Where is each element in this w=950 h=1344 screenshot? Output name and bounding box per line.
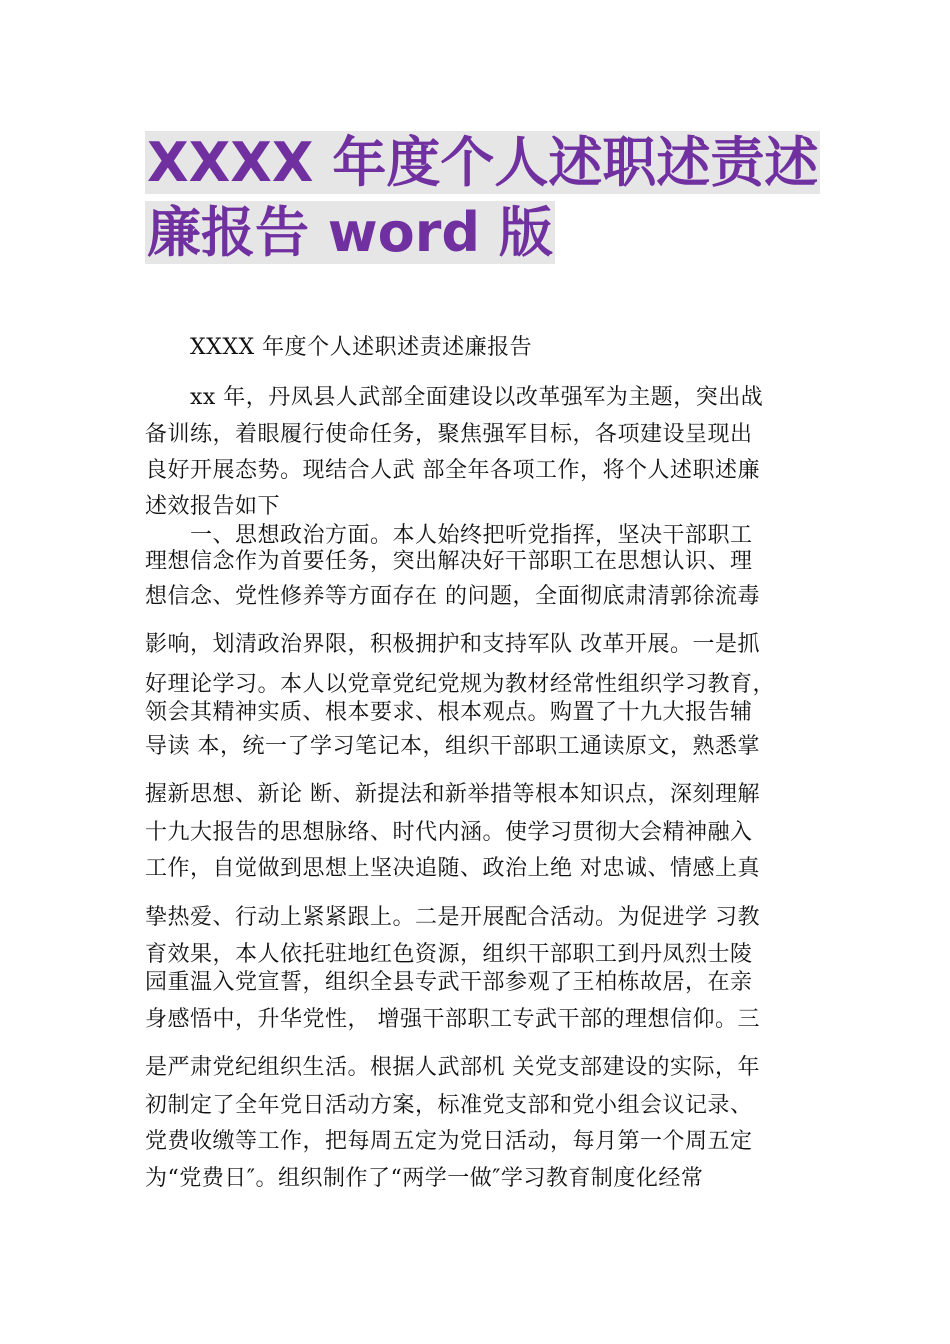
document-title: [145, 128, 825, 268]
body-line: 工作，自觉做到思想上坚决追随、政治上绝 对忠诚、情感上真: [145, 856, 760, 881]
body-line: 理想信念作为首要任务，突出解决好干部职工在思想认识、理: [145, 549, 753, 574]
body-line: 十九大报告的思想脉络、时代内涵。使学习贯彻大会精神融入: [145, 820, 753, 845]
body-line: 一、思想政治方面。本人始终把听党指挥，坚决干部职工: [190, 523, 753, 548]
body-line: 领会其精神实质、根本要求、根本观点。购置了十九大报告辅: [145, 700, 753, 725]
body-line: xx 年，丹凤县人武部全面建设以改革强军为主题，突出战: [190, 385, 764, 410]
body-line: 园重温入党宣誓，组织全县专武干部参观了王柏栋故居，在亲: [145, 970, 753, 995]
body-line: 良好开展态势。现结合人武 部全年各项工作，将个人述职述廉: [145, 458, 760, 483]
body-line: 是严肃党纪组织生活。根据人武部机 关党支部建设的实际，年: [145, 1055, 760, 1080]
body-line: 党费收缴等工作，把每周五定为党日活动，每月第一个周五定: [145, 1129, 753, 1154]
body-line: 身感悟中，升华党性， 增强干部职工专武干部的理想信仰。三: [145, 1007, 760, 1032]
subtitle-line: XXXX 年度个人述职述责述廉报告: [190, 335, 533, 360]
title-line-1: XXXX 年度个人述职述责述: [147, 131, 819, 194]
body-line: 好理论学习。本人以党章党纪党规为教材经常性组织学习教育，: [145, 672, 776, 697]
body-line: 想信念、党性修养等方面存在 的问题，全面彻底肃清郭徐流毒: [145, 584, 760, 609]
body-line: 述效报告如下: [145, 494, 281, 519]
body-line: 挚热爱、行动上紧紧跟上。二是开展配合活动。为促进学 习教: [145, 905, 760, 930]
body-line: 影响，划清政治界限，积极拥护和支持军队 改革开展。一是抓: [145, 632, 760, 657]
body-line: 握新思想、新论 断、新提法和新举措等根本知识点，深刻理解: [145, 782, 760, 807]
body-line: 初制定了全年党日活动方案，标准党支部和党小组会议记录、: [145, 1093, 753, 1118]
body-line: 导读 本，统一了学习笔记本，组织干部职工通读原文，熟悉掌: [145, 734, 760, 759]
body-line: 育效果，本人依托驻地红色资源，组织干部职工到丹凤烈士陵: [145, 942, 753, 967]
body-line: 备训练，着眼履行使命任务，聚焦强军目标，各项建设呈现出: [145, 422, 753, 447]
title-line-2: 廉报告 word 版: [147, 201, 553, 264]
body-line: 为“党费日″。组织制作了“两学一做″学习教育制度化经常: [145, 1166, 704, 1191]
